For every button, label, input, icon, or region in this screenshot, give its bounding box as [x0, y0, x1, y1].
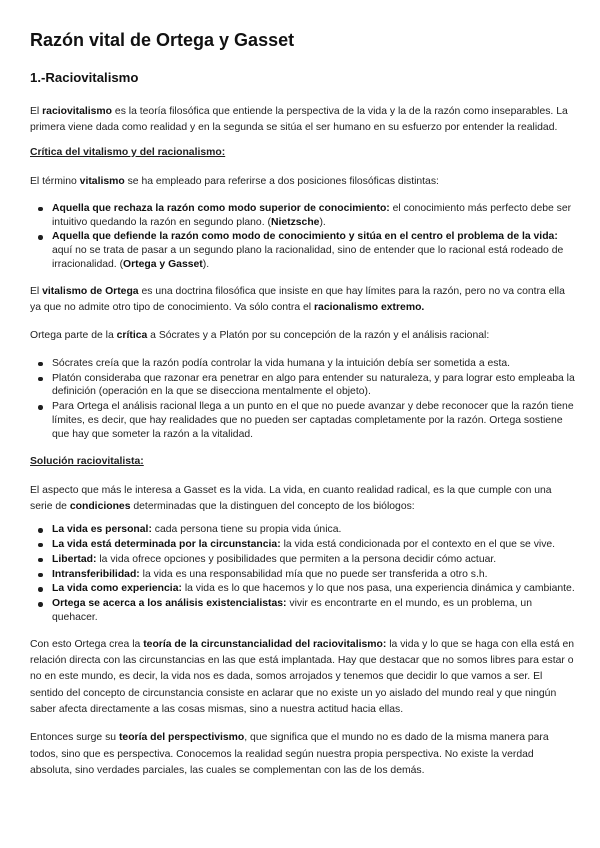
list-item: Intransferibilidad: la vida es una responsabilidad mía que no puede ser transferida a otro s.h. — [52, 568, 575, 582]
critica-paragraph: Ortega parte de la crítica a Sócrates y a Platón por su concepción de la razón y el análisis racional: — [30, 330, 490, 342]
section-heading: 1.-Raciovitalismo — [30, 70, 139, 85]
subheading-solucion: Solución raciovitalista: — [30, 455, 144, 467]
intro-paragraph: El raciovitalismo es la teoría filosófica que entiende la perspectiva de la vida y la de la razón como inseparables. La primera viene dada como realidad y en la segunda se sitúa el ser humano en su esfuerzo por entender la realidad. — [30, 106, 568, 134]
list-item: Aquella que rechaza la razón como modo superior de conocimiento: el conocimiento más perfecto debe ser intuitivo quedando la razón en segundo plano. (Nietzsche). — [52, 202, 575, 230]
critica-list — [30, 357, 575, 442]
conditions-list — [30, 523, 575, 625]
list-item: Aquella que defiende la razón como modo de conocimiento y sitúa en el centro el problema de la vida: aquí no se trata de pasar a un segundo plano la racionalidad, sino de entender que lo racional está rodeado de irracionalidad. (Ortega y Gasset). — [52, 230, 575, 271]
subheading-critica: Crítica del vitalismo y del racionalismo: — [30, 146, 226, 158]
ortega-paragraph: El vitalismo de Ortega es una doctrina filosófica que insiste en que hay límites para la razón, pero no va contra ella ya que no admite otro tipo de conocimiento. Va sólo contra el racionalismo extremo. — [30, 285, 565, 314]
list-item: Sócrates creía que la razón podía controlar la vida humana y la intuición debía ser sometida a esta. — [52, 357, 575, 371]
list-item: La vida como experiencia: la vida es lo que hacemos y lo que nos pasa, una experiencia dinámica y cambiante. — [52, 583, 575, 595]
list-item: La vida está determinada por la circunstancia: la vida está condicionada por el contexto en el que se vive. — [52, 538, 575, 552]
list-item: Ortega se acerca a los análisis existencialistas: vivir es encontrarte en el mundo, es un problema, un quehacer. — [52, 597, 575, 625]
list-item: Libertad: la vida ofrece opciones y posibilidades que permiten a la persona decidir cómo actuar. — [52, 553, 575, 567]
list-item: Platón consideraba que razonar era penetrar en algo para entender su naturaleza, y para lograr esto empleaba la definición (operación en la que se disecciona mentalmente el objeto). — [52, 372, 575, 398]
solucion-paragraph: El aspecto que más le interesa a Gasset es la vida. La vida, en cuanto realidad radical, es la que cumple con una serie de condiciones determinadas que la distinguen del concepto de los biólogos: — [30, 484, 552, 512]
list-item: Para Ortega el análisis racional llega a un punto en el que no puede avanzar y debe reconocer que la razón tiene límites, es decir, que hay realidades que no pueden ser captadas completamente por la razón. Ortega sostiene que hay que someter la razón a la vitalidad. — [52, 401, 574, 440]
perspectivismo-paragraph: Entonces surge su teoría del perspectivismo, que significa que el mundo no es dado de la misma manera para todos, sino que es perspectiva. Conocemos la realidad según nuestra propia perspectiva. No existe la verdad absoluta, sino verdades parciales, las cuales se complementan con las de los demás. — [30, 732, 549, 776]
list-item: La vida es personal: cada persona tiene su propia vida única. — [52, 523, 575, 537]
document-title: Razón vital de Ortega y Gasset — [30, 30, 295, 50]
vitalismo-paragraph: El término vitalismo se ha empleado para referirse a dos posiciones filosóficas distintas: — [30, 175, 439, 187]
document-page — [30, 28, 575, 793]
positions-list — [30, 202, 575, 272]
circunstancialidad-paragraph: Con esto Ortega crea la teoría de la circunstancialidad del raciovitalismo: la vida y lo que se haga con ella está en relación directa con las circunstancias en las que está implantada. Hay que destacar que no somos libres para estar o no en este mundo, es decir, la vida nos es dada, somos arrojados y tenemos que decidir lo que vamos a ser. El sentido del concepto de circunstancia consiste en aclarar que no existe un yo aislado del mundo real y que ningún saber afecta directamente a las cosas mismas, sino a nuestra actitud hacia ellas. — [30, 638, 575, 715]
